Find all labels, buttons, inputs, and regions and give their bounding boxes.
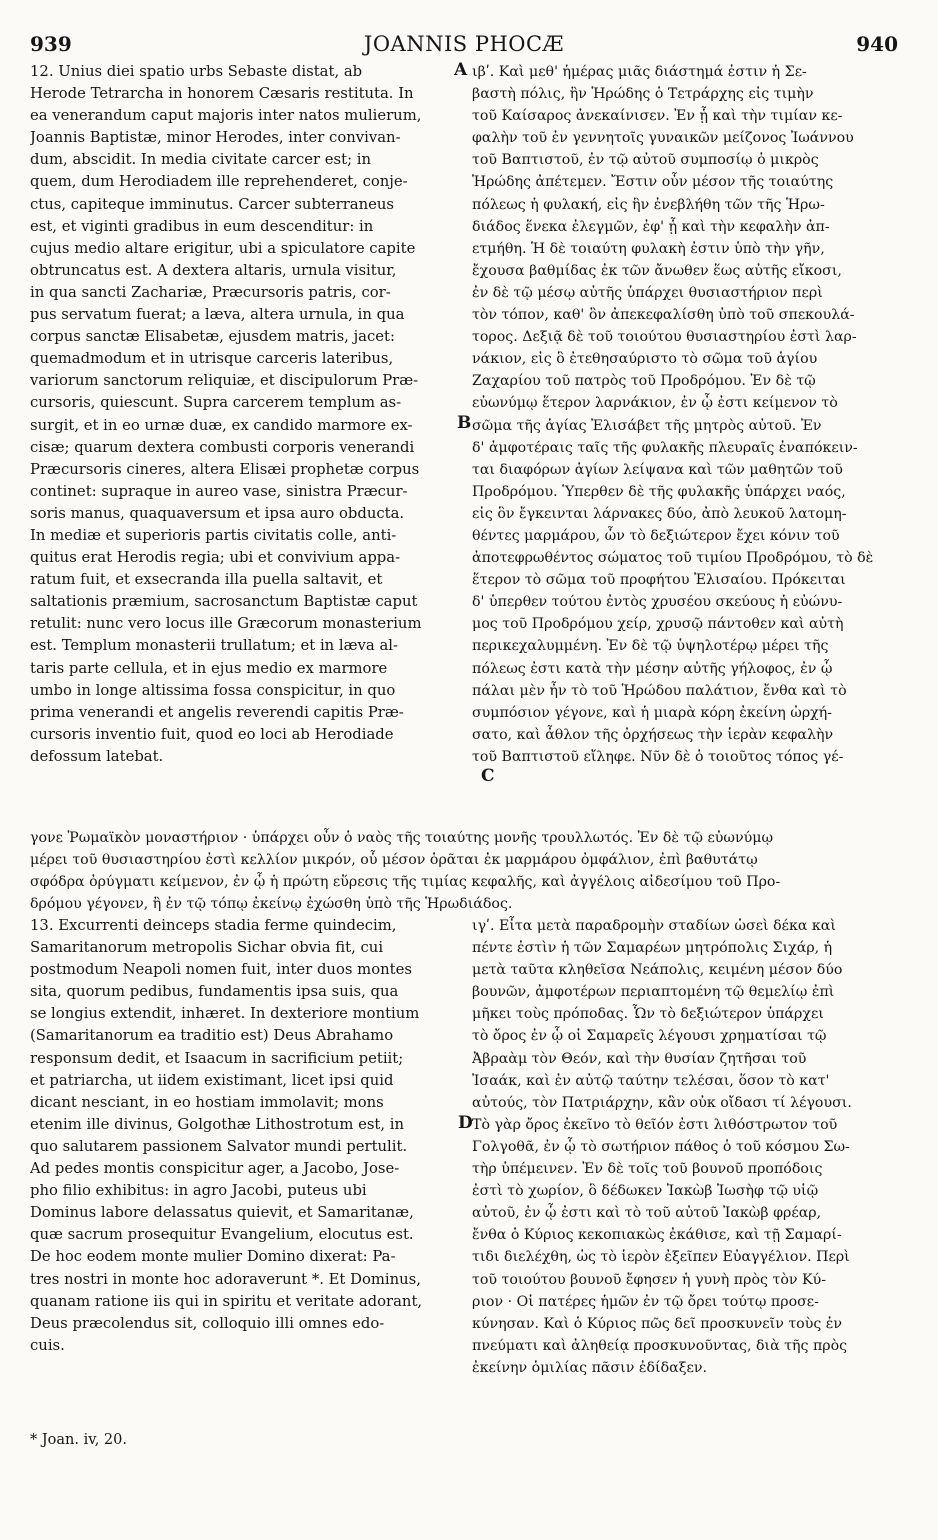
text-line: tres nostri in monte hoc adoraverunt *. Et Dominus, [30, 1270, 421, 1288]
text-line: τορος. Δεξιᾷ δὲ τοῦ τοιούτου θυσιαστηρίου ἐστὶ λαρ- [472, 329, 857, 346]
text-line: 12. Unius diei spatio urbs Sebaste distat, ab [30, 63, 363, 80]
text-line: τὸν τόπον, καθ' ὃν ἀπεκεφαλίσθη ὑπὸ τοῦ σπεκουλά- [472, 307, 855, 324]
text-line: ctus, capiteque imminutus. Carcer subterraneus [30, 195, 395, 213]
text-line: Τὸ γὰρ ὄρος ἐκεῖνο τὸ θεῖόν ἐστι λιθόστρωτον τοῦ [472, 1116, 838, 1133]
footnote: * Joan. iv, 20. [30, 1432, 127, 1448]
text-line: cursoris, quiescunt. Supra carcerem templum as- [30, 394, 402, 412]
text-line: τοῦ τοιούτου βουνοῦ ἔφησεν ἡ γυνὴ πρὸς τὸν Κύ- [472, 1271, 827, 1288]
text-line: quo salutarem passionem Salvator mundi pertulit. [30, 1137, 408, 1155]
text-line: ἐν δὲ τῷ μέσῳ αὐτῆς ὑπάρχει θυσιαστήριον περὶ [472, 284, 823, 301]
text-line: συμπόσιον γέγονε, καὶ ἡ μιαρὰ κόρη ἐκείνη ὠρχή- [472, 704, 833, 721]
text-line: cisæ; quarum dextera combusti corporis venerandi [30, 438, 415, 456]
text-line: defossum latebat. [30, 747, 164, 765]
running-header [30, 22, 898, 58]
text-line: sita, quorum pedibus, fundamentis ipsa suis, qua [30, 983, 399, 1001]
text-line: πνεύματι καὶ ἀληθείᾳ προσκυνοῦντας, διὰ τῆς πρὸς [472, 1337, 848, 1354]
text-line: De hoc eodem monte mulier Domino dixerat: Pa- [30, 1248, 396, 1266]
margin-letter-c: C [481, 766, 495, 786]
text-line: quitus erat Herodis regia; ubi et convivium appa- [30, 549, 401, 567]
text-line: soris manus, quaquaversum et ipsa auro obducta. [30, 504, 405, 522]
text-line: Ἀβραὰμ τὸν Θεόν, καὶ τὴν θυσίαν ζητῆσαι τοῦ [472, 1050, 807, 1067]
text-line: πέντε ἐστὶν ἡ τῶν Σαμαρέων μητρόπολις Σιχάρ, ἡ [472, 940, 833, 957]
text-line: τοῦ Βαπτιστοῦ, ἐν τῷ αὐτοῦ συμποσίῳ ὁ μικρὸς [472, 152, 819, 169]
text-line: δ' ἀμφοτέραις ταῖς τῆς φυλακῆς πλευραῖς ἐναπόκειν- [472, 439, 858, 456]
text-line: Samaritanorum metropolis Sichar obvia fit, cui [30, 939, 384, 957]
text-line: est, et viginti gradibus in eum descenditur: in [30, 217, 374, 235]
text-line: τιδι διελέχθη, ὡς τὸ ἱερὸν ἐξεῖπεν Εὐαγγέλιον. Περὶ [472, 1249, 850, 1266]
text-line: τὸ ὄρος ἐν ᾧ οἱ Σαμαρεῖς λέγουσι χρηματίσαι τῷ [472, 1028, 827, 1045]
margin-letter-d: D [458, 1113, 473, 1133]
text-line: κύνησαν. Καὶ ὁ Κύριος πῶς δεῖ προσκυνεῖν τοὺς ἐν [472, 1315, 843, 1332]
text-line: τοῦ Καίσαρος ἀνεκαίνισεν. Ἐν ᾗ καὶ τὴν τιμίαν κε- [472, 108, 843, 125]
text-line: In mediæ et superioris partis civitatis colle, anti- [30, 526, 397, 544]
text-line: in qua sancti Zachariæ, Præcursoris patris, cor- [30, 283, 391, 301]
text-line: surgit, et in eo urnæ duæ, ex candido marmore ex- [30, 416, 413, 434]
text-line: etenim ille divinus, Golgothæ Lithostrotum est, in [30, 1115, 405, 1133]
text-line: σῶμα τῆς ἁγίας Ἐλισάβετ τῆς μητρὸς αὐτοῦ. Ἐν [472, 417, 822, 434]
text-line: νάκιον, εἰς ὃ ἐτεθησαύριστο τὸ σῶμα τοῦ ἁγίου [472, 351, 818, 368]
greek-full-width-block [30, 827, 908, 915]
text-line: αὐτούς, τὸν Πατριάρχην, κἂν οὐκ οἴδασι τί λέγουσι. [472, 1094, 852, 1111]
page-number-left: 939 [30, 32, 72, 56]
text-line: Ἡρώδης ἀπέτεμεν. Ἔστιν οὖν μέσον τῆς τοιαύτης [472, 174, 834, 191]
text-line: quemadmodum et in utrisque carceris lateribus, [30, 350, 394, 368]
text-line: ἐστὶ τὸ χωρίον, ὃ δέδωκεν Ἰακὼβ Ἰωσὴφ τῷ υἱῷ [472, 1183, 819, 1200]
text-line: μος τοῦ Προδρόμου χείρ, χρυσῷ πάντοθεν καὶ αὐτὴ [472, 616, 844, 633]
text-line: βαστὴ πόλις, ἣν Ἡρώδης ὁ Τετράρχης εἰς τιμὴν [472, 86, 814, 103]
greek-column-top [472, 61, 908, 768]
text-line: ται διαφόρων ἁγίων λείψανα καὶ τῶν μαθητῶν τοῦ [472, 461, 843, 478]
text-line: Γολγοθᾶ, ἐν ᾧ τὸ σωτήριον πάθος ὁ τοῦ κόσμου Σω- [472, 1138, 850, 1155]
text-line: ἀποτεφρωθέντος σώματος τοῦ τιμίου Προδρόμου, τὸ δὲ [472, 550, 874, 567]
greek-column-bottom [472, 915, 908, 1379]
text-line: πάλαι μὲν ἦν τὸ τοῦ Ἡρώδου παλάτιον, ἔνθα καὶ τὸ [472, 682, 847, 699]
text-line: διάδος ἕνεκα ἐλεγμῶν, ἐφ' ᾗ καὶ τὴν κεφαλὴν ἀπ- [472, 218, 830, 235]
text-line: ιγʹ. Εἶτα μετὰ παραδρομὴν σταδίων ὡσεὶ δέκα καὶ [472, 918, 836, 934]
text-line: εἰς ὃν ἔγκεινται λάρνακες δύο, ἀπὸ λευκοῦ λατομη- [472, 505, 847, 522]
text-line: αὐτοῦ, ἐν ᾧ ἐστι καὶ τὸ τοῦ αὐτοῦ Ἰακὼβ φρέαρ, [472, 1205, 822, 1222]
text-line: Deus præcolendus sit, colloquio illi omnes edo- [30, 1314, 385, 1332]
text-line: et patriarcha, ut iidem existimant, licet ipsi quid [30, 1071, 394, 1089]
text-line: Προδρόμου. Ὑπερθεν δὲ τῆς φυλακῆς ὑπάρχει ναός, [472, 483, 846, 500]
text-line: σατο, καὶ ἆθλον τῆς ὀρχήσεως τὴν ἱερὰν κεφαλὴν [472, 726, 834, 743]
text-line: (Samaritanorum ea traditio est) Deus Abrahamo [30, 1027, 394, 1045]
text-line: πόλεως ἐστι κατὰ τὴν μέσην αὐτῆς γήλοφος, ἐν ᾧ [472, 660, 833, 677]
text-line: εὐωνύμῳ ἕτερον λαρνάκιον, ἐν ᾧ ἐστι κείμενον τὸ [472, 395, 838, 412]
text-line: saltationis præmium, sacrosanctum Baptistæ caput [30, 593, 418, 611]
text-line: Dominus labore delassatus quievit, et Samaritanæ, [30, 1204, 414, 1222]
text-line: dum, abscidit. In media civitate carcer est; in [30, 151, 372, 169]
text-line: δ' ὑπερθεν τούτου ἐντὸς χρυσέου σκεύους ἡ εὐώνυ- [472, 594, 843, 611]
text-line: ratum fuit, et exsecranda illa puella saltavit, et [30, 571, 383, 589]
text-line: Ad pedes montis conspicitur ager, a Jacobo, Jose- [30, 1160, 400, 1178]
text-line: cujus medio altare erigitur, ubi a spiculatore capite [30, 239, 416, 257]
text-line: responsum dedit, et Isaacum in sacrificium petiit; [30, 1049, 404, 1067]
text-line: postmodum Neapoli nomen fuit, inter duos montes [30, 961, 412, 979]
text-line: φαλὴν τοῦ ἐν γεννητοῖς γυναικῶν μείζονος Ἰωάννου [472, 130, 854, 147]
text-line: est. Templum monasterii trullatum; et in læva al- [30, 637, 398, 655]
margin-letter-a: A [454, 60, 468, 80]
text-line: variorum sanctorum reliquiæ, et discipulorum Præ- [30, 372, 419, 390]
text-line: Præcursoris cineres, altera Elisæi prophetæ corpus [30, 460, 420, 478]
text-line: se longius extendit, inhæret. In dexteriore montium [30, 1005, 420, 1023]
latin-column-top [30, 61, 470, 768]
text-line: Ζαχαρίου τοῦ πατρὸς τοῦ Προδρόμου. Ἐν δὲ τῷ [472, 373, 816, 390]
text-line: pus servatum fuerat; a læva, altera urnula, in qua [30, 306, 405, 324]
text-line: ιβʹ. Καὶ μεθ' ἡμέρας μιᾶς διάστημά ἐστιν ἡ Σε- [472, 64, 807, 80]
text-line: prima venerandi et angelis reverendi capitis Præ- [30, 703, 404, 721]
text-line: βουνῶν, ἀμφοτέρων περιαπτομένη τῷ θεμελίῳ ἐπὶ [472, 984, 835, 1001]
text-line: ea venerandum caput majoris inter natos mulierum, [30, 107, 422, 125]
text-line: τὴρ ὑπέμεινεν. Ἐν δὲ τοῖς τοῦ βουνοῦ προπόδοις [472, 1161, 823, 1178]
text-line: τοῦ Βαπτιστοῦ εἴληφε. Νῦν δὲ ὁ τοιοῦτος τόπος γέ- [472, 748, 844, 765]
text-line: umbo in longe altissima fossa conspicitur, in quo [30, 681, 396, 699]
text-line: obtruncatus est. A dextera altaris, urnula visitur, [30, 261, 397, 279]
running-title: JOANNIS PHOCÆ [363, 32, 565, 56]
text-line: ριον · Οἱ πατέρες ἡμῶν ἐν τῷ ὄρει τούτῳ προσε- [472, 1293, 819, 1310]
text-line: ἔνθα ὁ Κύριος κεκοπιακὼς ἐκάθισε, καὶ τῇ Σαμαρί- [472, 1227, 842, 1244]
latin-column-bottom [30, 915, 470, 1357]
text-line: quæ sacrum prosequitur Evangelium, elocutus est. [30, 1226, 414, 1244]
text-line: taris parte cellula, et in ejus medio ex marmore [30, 659, 388, 677]
text-line: μέρει τοῦ θυσιαστηρίου ἐστὶ κελλίον μικρόν, οὗ μέσον ὁρᾶται ἐκ μαρμάρου ὀμφάλιον, ἐπὶ βαθυτάτῳ [30, 852, 758, 868]
text-line: cursoris inventio fuit, quod eo loci ab Herodiade [30, 725, 394, 743]
text-line: πόλεως ἡ φυλακή, εἰς ἣν ἐνεβλήθη τῶν τῆς Ἡρω- [472, 196, 825, 213]
text-line: θέντες μαρμάρου, ὧν τὸ δεξιώτερον ἔχει κόνιν τοῦ [472, 527, 840, 544]
text-line: 13. Excurrenti deinceps stadia ferme quindecim, [30, 917, 397, 934]
text-line: γονε Ῥωμαϊκὸν μοναστήριον · ὑπάρχει οὖν ὁ ναὸς τῆς τοιαύτης μονῆς τρουλλωτός. Ἐν δὲ τῷ εὐωνύμῳ [30, 830, 774, 846]
text-line: continet: supraque in aureo vase, sinistra Præcur- [30, 482, 408, 500]
text-line: corpus sanctæ Elisabetæ, ejusdem matris, jacet: [30, 328, 395, 346]
text-line: dicant nesciant, in eo hostiam immolavit; mons [30, 1093, 384, 1111]
margin-letter-b: B [457, 413, 472, 433]
text-line: Joannis Baptistæ, minor Herodes, inter convivan- [30, 129, 401, 147]
text-line: μῆκει τοὺς πρόποδας. Ὧν τὸ δεξιώτερον ὑπάρχει [472, 1006, 824, 1023]
text-line: quem, dum Herodiadem ille reprehenderet, conje- [30, 173, 408, 191]
text-line: περικεχαλυμμένη. Ἐν δὲ τῷ ὑψηλοτέρῳ μέρει τῆς [472, 638, 829, 655]
text-line: ετμήθη. Ἡ δὲ τοιαύτη φυλακὴ ἐστιν ὑπὸ τὴν γῆν, [472, 240, 825, 257]
text-line: Ἰσαάκ, καὶ ἐν αὐτῷ ταύτην τελέσαι, ὅσον τὸ κατ' [472, 1072, 830, 1089]
text-line: pho filio exhibitus: in agro Jacobi, puteus ubi [30, 1182, 367, 1200]
text-line: ἐκείνην ὁμιλίας πᾶσιν ἐδίδαξεν. [472, 1359, 707, 1376]
text-line: quanam ratione iis qui in spiritu et veritate adorant, [30, 1292, 423, 1310]
text-line: retulit: nunc vero locus ille Græcorum monasterium [30, 615, 422, 633]
text-line: cuis. [30, 1336, 65, 1354]
text-line: μετὰ ταῦτα κληθεῖσα Νεάπολις, κειμένη μέσον δύο [472, 962, 843, 979]
text-line: ἕτερον τὸ σῶμα τοῦ προφήτου Ἐλισαίου. Πρόκειται [472, 572, 846, 589]
page-number-right: 940 [856, 32, 898, 56]
text-line: δρόμου γέγονεν, ἢ ἐν τῷ τόπῳ ἐκείνῳ ἐχώσθη ὑπὸ τῆς Ἡρωδιάδος. [30, 896, 513, 912]
text-line: σφόδρα ὀρύγματι κείμενον, ἐν ᾧ ἡ πρώτη εὕρεσις τῆς τιμίας κεφαλῆς, καὶ ἀγγέλοις αἰδεσίμου τοῦ Προ- [30, 874, 781, 890]
text-line: ἔχουσα βαθμίδας ἐκ τῶν ἄνωθεν ἕως αὐτῆς εἴκοσι, [472, 262, 842, 279]
text-line: Herode Tetrarcha in honorem Cæsaris restituta. In [30, 85, 414, 103]
